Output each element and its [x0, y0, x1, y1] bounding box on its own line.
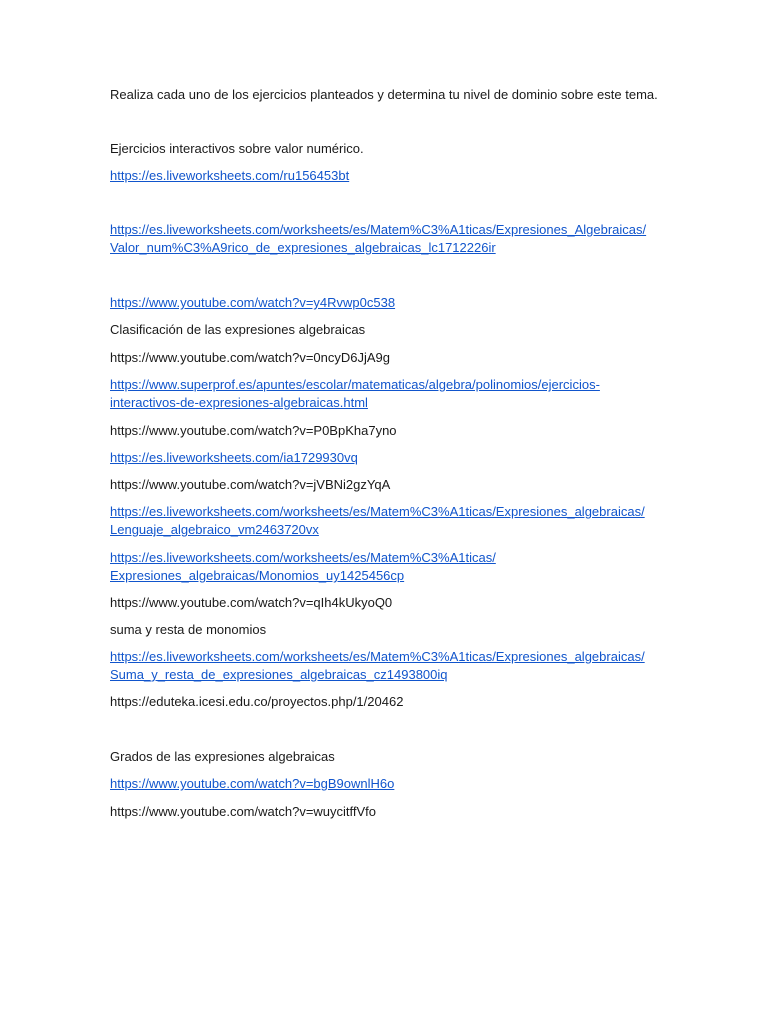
heading-grados: Grados de las expresiones algebraicas	[110, 749, 335, 764]
link-superprof-line-1: https://www.superprof.es/apuntes/escolar/matematicas/algebra/polinomios/ejercicios-	[110, 377, 600, 392]
url-eduteka: https://eduteka.icesi.edu.co/proyectos.php/1/20462	[110, 694, 404, 709]
link-monomios-line-1: https://es.liveworksheets.com/worksheets/es/Matem%C3%A1ticas/	[110, 550, 496, 565]
link-lenguaje-line-1: https://es.liveworksheets.com/worksheets/es/Matem%C3%A1ticas/Expresiones_algebraicas/	[110, 504, 645, 519]
heading-suma-resta-monomios: suma y resta de monomios	[110, 622, 267, 637]
url-youtube-wuycitffvfo: https://www.youtube.com/watch?v=wuycitffVfo	[110, 804, 377, 819]
intro-text: Realiza cada uno de los ejercicios planteados y determina tu nivel de dominio sobre este tema.	[110, 87, 658, 102]
link-superprof-line-2: interactivos-de-expresiones-algebraicas.html	[110, 395, 368, 410]
link-liveworksheets-lenguaje-algebraico[interactable]	[110, 503, 645, 539]
link-suma-line-2: Suma_y_resta_de_expresiones_algebraicas_cz1493800iq	[110, 667, 448, 682]
link-suma-line-1: https://es.liveworksheets.com/worksheets/es/Matem%C3%A1ticas/Expresiones_algebraicas/	[110, 649, 645, 664]
link-valor-line-1: https://es.liveworksheets.com/worksheets/es/Matem%C3%A1ticas/Expresiones_Algebraicas/	[110, 222, 647, 237]
link-liveworksheets-monomios[interactable]	[110, 549, 496, 585]
heading-valor-numerico: Ejercicios interactivos sobre valor numérico.	[110, 141, 364, 156]
heading-clasificacion: Clasificación de las expresiones algebraicas	[110, 322, 366, 337]
link-liveworksheets-ia1729930vq[interactable]: https://es.liveworksheets.com/ia1729930vq	[110, 450, 358, 465]
link-liveworksheets-suma-resta[interactable]	[110, 648, 645, 684]
link-valor-line-2: Valor_num%C3%A9rico_de_expresiones_algebraicas_lc1712226ir	[110, 240, 496, 255]
link-superprof-ejercicios[interactable]	[110, 376, 600, 412]
link-liveworksheets-valor-numerico[interactable]	[110, 221, 646, 257]
link-liveworksheets-ru156453bt[interactable]: https://es.liveworksheets.com/ru156453bt	[110, 168, 350, 183]
url-youtube-0ncyd6jja9g: https://www.youtube.com/watch?v=0ncyD6JjA9g	[110, 350, 391, 365]
url-youtube-jvbni2gzyqa: https://www.youtube.com/watch?v=jVBNi2gzYqA	[110, 477, 391, 492]
link-youtube-y4rvwp0c538[interactable]: https://www.youtube.com/watch?v=y4Rvwp0c538	[110, 295, 396, 310]
link-lenguaje-line-2: Lenguaje_algebraico_vm2463720vx	[110, 522, 319, 537]
url-youtube-p0bpkha7yno: https://www.youtube.com/watch?v=P0BpKha7yno	[110, 423, 397, 438]
link-youtube-bgb9ownlh6o[interactable]: https://www.youtube.com/watch?v=bgB9ownlH6o	[110, 776, 395, 791]
url-youtube-qih4kukyoq0: https://www.youtube.com/watch?v=qIh4kUkyoQ0	[110, 595, 393, 610]
link-monomios-line-2: Expresiones_algebraicas/Monomios_uy1425456cp	[110, 568, 405, 583]
